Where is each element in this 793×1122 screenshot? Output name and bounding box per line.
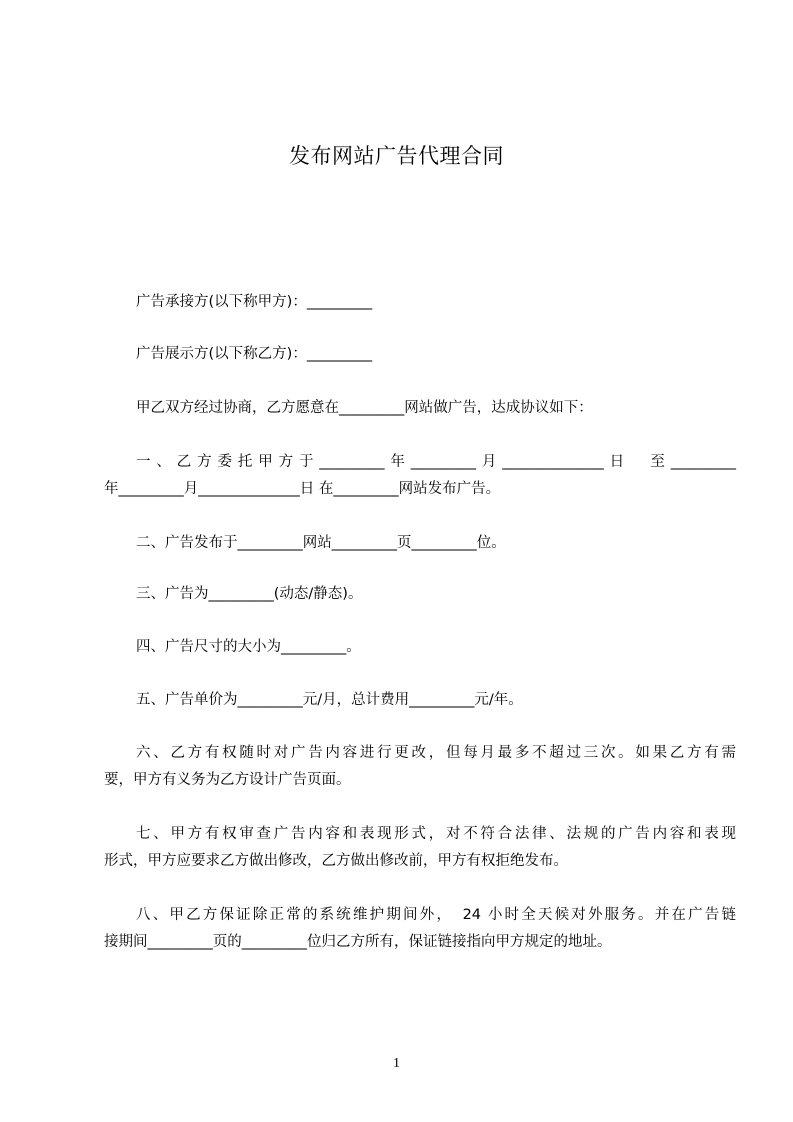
preamble-line: 甲乙双方经过协商，乙方愿意在_________网站做广告，达成协议如下： — [136, 400, 593, 416]
clause-3-line: 三、广告为_________(动态/静态)。 — [136, 586, 363, 602]
clause-8-line-1: 八、甲乙方保证除正常的系统维护期间外， 24 小时全天候对外服务。并在广告链 — [136, 907, 736, 923]
clause-6-line-1: 六、乙方有权随时对广告内容进行更改，但每月最多不超过三次。如果乙方有需 — [136, 745, 736, 761]
clause-5-line: 五、广告单价为_________元/月，总计费用_________元/年。 — [136, 692, 523, 708]
clause-8-line-2: 接期间_________页的_________位归乙方所有，保证链接指向甲方规定的地址。 — [104, 934, 612, 950]
clause-7-line-2: 形式，甲方应要求乙方做出修改，乙方做出修改前，甲方有权拒绝发布。 — [104, 853, 568, 869]
document-title: 发布网站广告代理合同 — [289, 144, 504, 168]
page-number: 1 — [393, 1056, 400, 1071]
clause-1-line-2: 年_________月______________日 在_________网站发布广告。 — [104, 481, 501, 497]
party-a-line: 广告承接方(以下称甲方)：_________ — [136, 294, 373, 310]
clause-4-line: 四、广告尺寸的大小为_________。 — [136, 639, 361, 655]
clause-6-line-2: 要，甲方有义务为乙方设计广告页面。 — [104, 772, 351, 788]
party-b-line: 广告展示方(以下称乙方)：_________ — [136, 346, 373, 362]
clause-1-line-1: 一、乙方委托甲方于_________年_________月______________日 至_________ — [136, 454, 736, 470]
clause-2-line: 二、广告发布于_________网站_________页_________位。 — [136, 535, 506, 551]
clause-7-line-1: 七、甲方有权审查广告内容和表现形式，对不符合法律、法规的广告内容和表现 — [136, 826, 736, 842]
